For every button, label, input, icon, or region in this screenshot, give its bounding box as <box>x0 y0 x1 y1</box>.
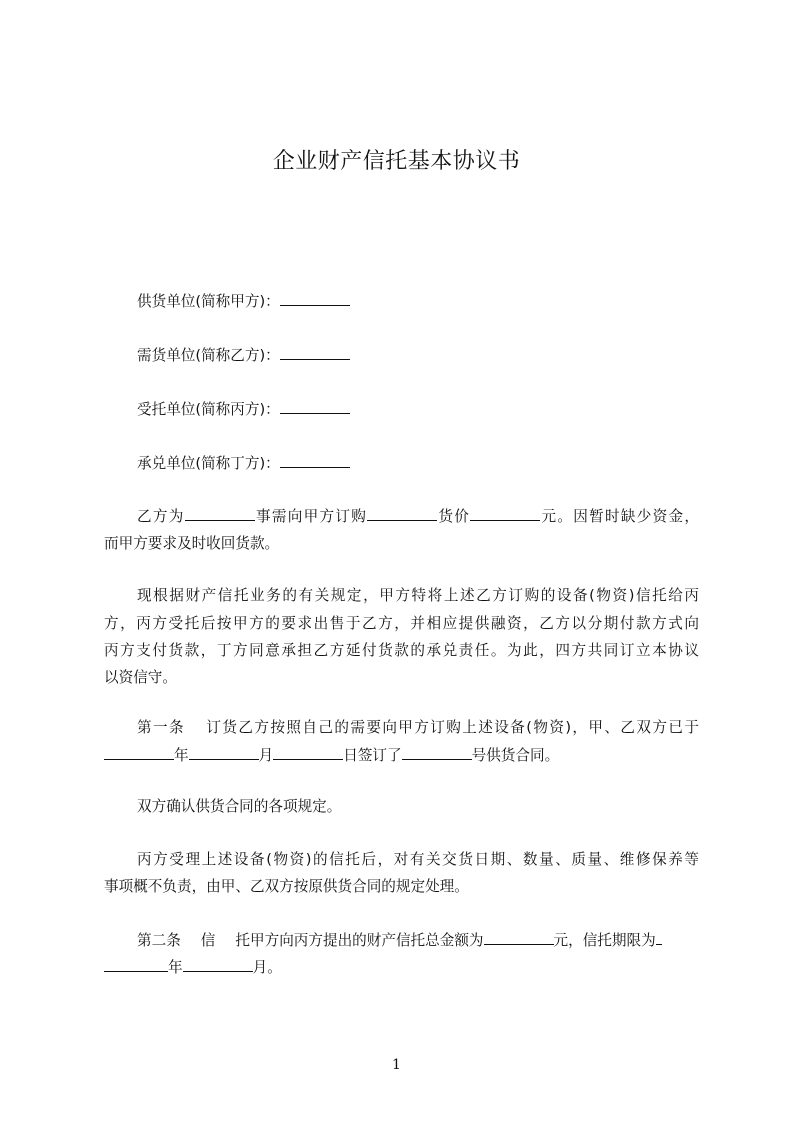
article-heading: 第一条 <box>137 719 185 736</box>
text-run: 月。 <box>252 959 282 976</box>
page-title: 企业财产信托基本协议书 <box>272 149 521 174</box>
blank-field[interactable] <box>104 958 168 972</box>
paragraph-line: 现根据财产信托业务的有关规定，甲方特将上述乙方订购的设备(物资)信托给丙 <box>137 587 699 604</box>
blank-field[interactable] <box>183 958 253 972</box>
blank-field[interactable] <box>402 746 472 760</box>
text-run: 年 <box>168 959 183 976</box>
article-2-term-line <box>104 958 699 977</box>
party-label: 受托单位(简称丙方)： <box>137 401 280 418</box>
paragraph-line: 而甲方要求及时收回货款。 <box>104 535 280 552</box>
text-run: 订货乙方按照自己的需要向甲方订购上述设备(物资)，甲、乙双方已于 <box>204 719 699 736</box>
text-run: 乙方为 <box>137 508 185 525</box>
text-run: 信 <box>200 932 216 949</box>
blank-field[interactable] <box>470 507 540 521</box>
party-label: 供货单位(简称甲方)： <box>137 293 280 310</box>
paragraph-line: 丙方受理上述设备(物资)的信托后，对有关交货日期、数量、质量、维修保养等 <box>137 851 699 868</box>
text-run: 日签订了 <box>343 747 402 764</box>
paragraph-line: 双方确认供货合同的各项规定。 <box>137 798 342 815</box>
party-line-acceptor <box>137 454 699 473</box>
text-run: 货价 <box>437 508 471 525</box>
party-label: 需货单位(简称乙方)： <box>137 347 280 364</box>
blank-field[interactable] <box>280 292 350 306</box>
blank-field[interactable] <box>273 746 343 760</box>
text-run: 月 <box>258 747 274 764</box>
blank-field[interactable] <box>189 746 259 760</box>
paragraph-line: 方，丙方受托后按甲方的要求出售于乙方，并相应提供融资，乙方以分期付款方式向 <box>104 615 699 632</box>
text-run: 事需向甲方订购 <box>254 508 368 525</box>
paragraph-line <box>137 507 699 526</box>
text-run: 托甲方向丙方提出的财产信托总金额为 <box>235 932 484 949</box>
article-2-line <box>137 931 699 950</box>
paragraph-line: 丙方支付货款，丁方同意承担乙方延付货款的承兑责任。为此，四方共同订立本协议 <box>104 642 699 659</box>
paragraph-line: 以资信守。 <box>104 669 177 686</box>
blank-field[interactable] <box>484 931 554 945</box>
blank-field[interactable] <box>104 746 174 760</box>
text-run: 年 <box>174 747 189 764</box>
blank-field[interactable] <box>280 400 350 414</box>
blank-field[interactable] <box>280 346 350 360</box>
text-run: 号供货合同。 <box>471 747 560 764</box>
blank-field[interactable] <box>656 931 662 945</box>
blank-field[interactable] <box>185 507 255 521</box>
paragraph-line: 事项概不负责，由甲、乙双方按原供货合同的规定处理。 <box>104 878 469 895</box>
party-label: 承兑单位(简称丁方)： <box>137 455 280 472</box>
blank-field[interactable] <box>280 454 350 468</box>
article-1-line <box>137 719 699 737</box>
party-line-supplier <box>137 292 699 311</box>
page-number: 1 <box>392 1057 401 1073</box>
article-heading: 第二条 <box>137 932 181 949</box>
party-line-buyer <box>137 346 699 365</box>
party-line-trustee <box>137 400 699 419</box>
article-1-date-line <box>104 746 699 765</box>
text-run: 元，信托期限为 <box>553 932 656 949</box>
text-run: 元。因暂时缺少资金， <box>540 508 699 525</box>
blank-field[interactable] <box>367 507 437 521</box>
